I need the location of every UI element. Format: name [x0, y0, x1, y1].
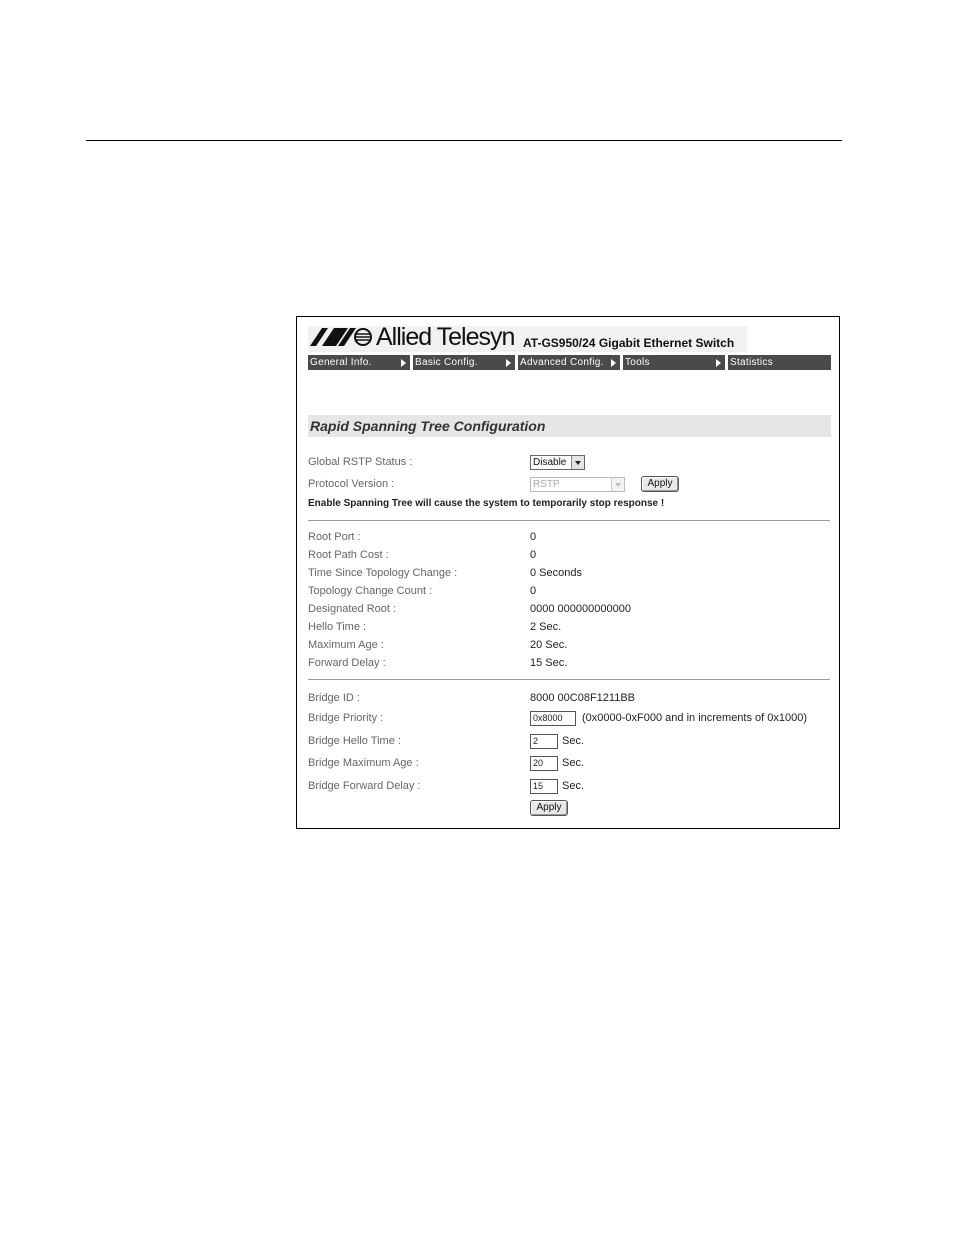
status-label: Topology Change Count : [308, 585, 433, 597]
nav-item-statistics[interactable] [728, 355, 831, 370]
unit-label: Sec. [562, 780, 585, 792]
nav-item-advanced-config[interactable] [518, 355, 620, 370]
bridge-max-age-input[interactable]: 20 [530, 756, 558, 771]
bridge-hello-time-input[interactable]: 2 [530, 734, 558, 749]
status-value: 0 [530, 531, 537, 543]
bridge-priority-label: Bridge Priority : [308, 712, 384, 724]
bridge-priority-input[interactable]: 0x8000 [530, 711, 576, 726]
global-apply-button[interactable]: Apply [641, 476, 679, 492]
bridge-apply-button[interactable]: Apply [530, 800, 568, 816]
nav-item-label: Advanced Config. [520, 357, 604, 368]
status-label: Time Since Topology Change : [308, 567, 458, 579]
bridge-id-value: 8000 00C08F1211BB [530, 692, 635, 704]
bridge-hello-time-label: Bridge Hello Time : [308, 735, 401, 747]
arrow-right-icon [611, 359, 616, 367]
status-label: Forward Delay : [308, 657, 386, 669]
unit-label: Sec. [562, 757, 585, 769]
select-value: RSTP [533, 479, 560, 490]
status-label: Root Port : [308, 531, 361, 543]
select-value: Disable [533, 457, 567, 468]
brand-name: Allied Telesyn [376, 323, 515, 351]
protocol-version-select[interactable] [530, 477, 625, 492]
nav-item-label: Tools [625, 357, 650, 368]
nav-bar [308, 355, 831, 370]
product-name: AT-GS950/24 Gigabit Ethernet Switch [523, 336, 735, 350]
header-banner [308, 323, 747, 352]
global-rstp-status-label: Global RSTP Status : [308, 456, 413, 468]
bridge-id-label: Bridge ID : [308, 692, 360, 704]
status-value: 20 Sec. [530, 639, 568, 651]
arrow-right-icon [506, 359, 511, 367]
nav-item-general-info[interactable] [308, 355, 410, 370]
status-value: 15 Sec. [530, 657, 568, 669]
status-value: 2 Sec. [530, 621, 562, 633]
nav-item-tools[interactable] [623, 355, 725, 370]
unit-label: Sec. [562, 735, 585, 747]
arrow-right-icon [716, 359, 721, 367]
bridge-forward-delay-label: Bridge Forward Delay : [308, 780, 421, 792]
global-rstp-status-select[interactable] [530, 455, 585, 470]
divider [308, 520, 830, 521]
bridge-priority-hint: (0x0000-0xF000 and in increments of 0x1000) [582, 712, 808, 724]
status-label: Hello Time : [308, 621, 367, 633]
status-value: 0 Seconds [530, 567, 582, 579]
nav-item-label: Basic Config. [415, 357, 478, 368]
screenshot-frame [296, 316, 840, 829]
page-title: Rapid Spanning Tree Configuration [308, 415, 831, 437]
nav-item-label: General Info. [310, 357, 372, 368]
chevron-down-icon [571, 456, 584, 469]
nav-item-basic-config[interactable] [413, 355, 515, 370]
nav-item-label: Statistics [730, 357, 774, 368]
status-value: 0 [530, 585, 537, 597]
protocol-version-label: Protocol Version : [308, 478, 395, 490]
page-rule [86, 140, 842, 141]
status-value: 0 [530, 549, 537, 561]
status-label: Designated Root : [308, 603, 397, 615]
status-value: 0000 000000000000 [530, 603, 631, 615]
bridge-max-age-label: Bridge Maximum Age : [308, 757, 419, 769]
warning-text: Enable Spanning Tree will cause the system to temporarily stop response ! [308, 498, 665, 509]
bridge-forward-delay-input[interactable]: 15 [530, 779, 558, 794]
status-label: Maximum Age : [308, 639, 384, 651]
allied-telesyn-logo-icon [308, 326, 372, 348]
divider [308, 679, 830, 680]
arrow-right-icon [401, 359, 406, 367]
chevron-down-icon [611, 478, 624, 491]
status-label: Root Path Cost : [308, 549, 389, 561]
